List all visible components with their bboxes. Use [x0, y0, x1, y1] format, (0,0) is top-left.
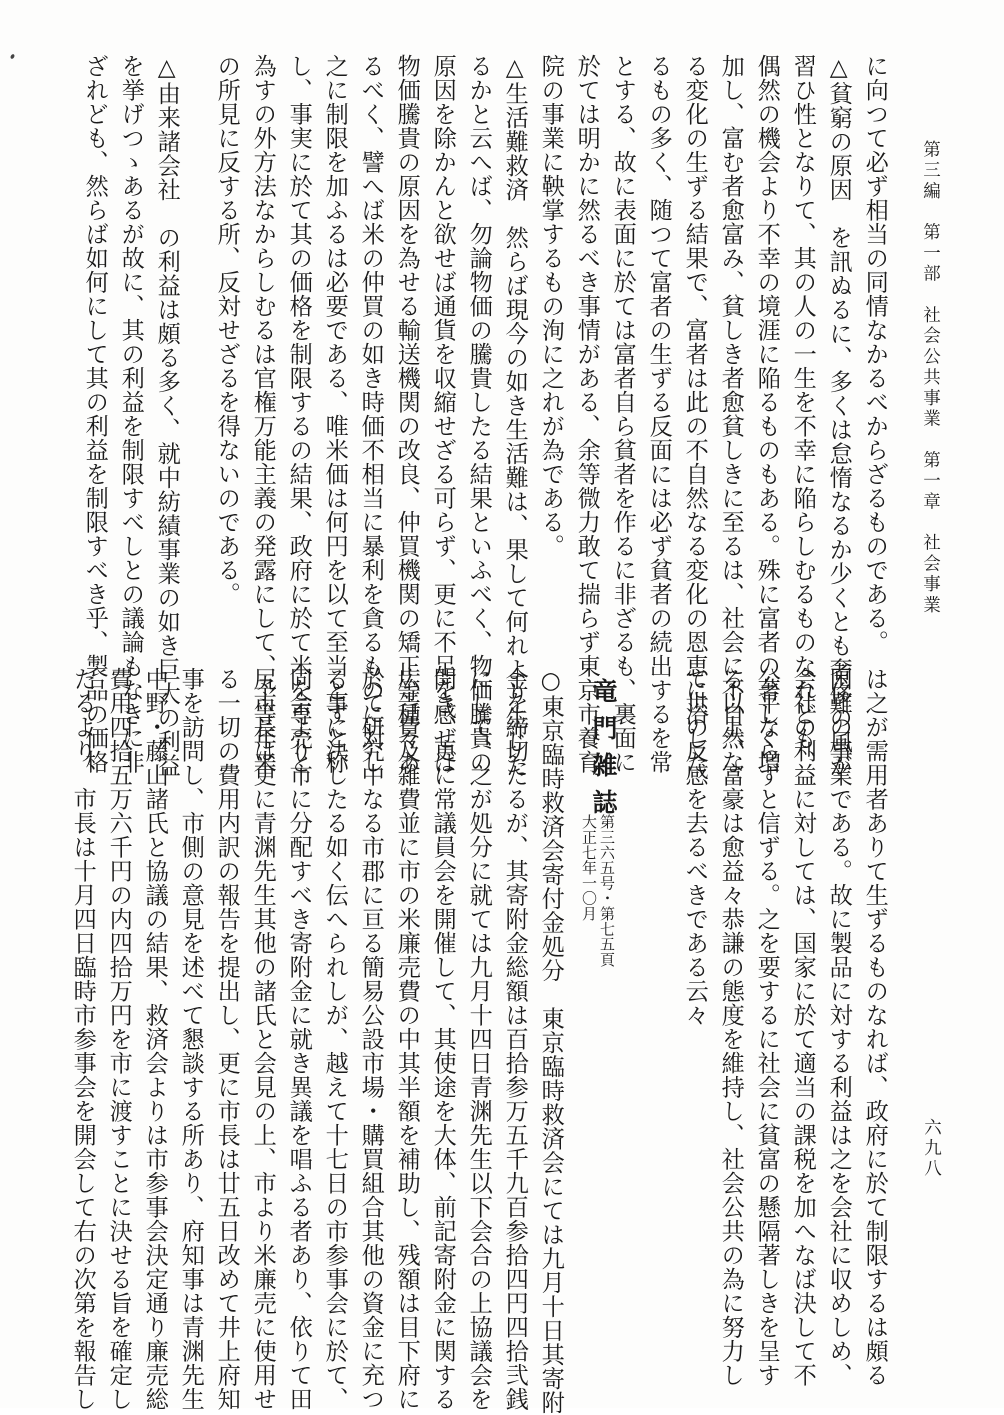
article-line: にして、之が処分に就ては九月十四日青渊先生以下会合の上協議会を	[465, 667, 493, 1411]
article-line: 金を締切たるが、其寄附金総額は百拾参万五千九百参拾四円四拾弐銭	[501, 667, 529, 1411]
article-line: る事に決したる如く伝へられしが、越えて十七日の市参事会に於て、	[321, 667, 349, 1411]
stray-ink-mark	[10, 53, 16, 59]
upper-line: るかと云へば、勿論物価の騰貴したる結果といふべく、物価騰貴の	[465, 54, 493, 774]
lower-cont-line: て世の反感を去るべきである云々	[681, 667, 709, 1027]
article-line: 中野・藤山諸氏と協議の結果、救済会よりは市参事会決定通り廉売総	[141, 667, 169, 1411]
upper-line: 為すの外方法なからしむるは官権万能主義の発露にして、予等年来	[249, 54, 277, 774]
article-line: 事を訪問し、市側の意見を述べて懇談する所あり、府知事は青渊先生	[177, 667, 205, 1411]
upper-line: し、事実に於て其の価格を制限するの結果、政府に於て米を専売と	[285, 54, 313, 774]
lower-cont-line: 公平ならずと信ずる。之を要するに社会に貧富の懸隔著しきを呈す	[753, 667, 781, 1387]
upper-line: △由来諸会社 の利益は頗る多く、就中紡績事業の如き巨大の利益	[153, 54, 181, 778]
upper-line: を挙げつゝあるが故に、其の利益を制限すべしとの議論もなきに非	[117, 54, 145, 774]
upper-line: △生活難救済 然らば現今の如き生活難は、果して何れより生じた	[501, 54, 529, 778]
article-line: 於て研究中なる市郡に亘る簡易公設市場・購買組合其他の資金に充つ	[357, 667, 385, 1411]
article-line: たるより、市長は十月四日臨時市参事会を開会して右の次第を報告し	[69, 667, 97, 1411]
upper-line: △貧窮の原因 を訊ぬるに、多くは怠惰なるか少くとも奢侈の風が	[825, 54, 853, 778]
article-line: る一切の費用内訳の報告を提出し、更に市長は廿五日改めて井上府知	[213, 667, 241, 1411]
upper-line: 物価騰貴の原因を為せる輸送機関の改良、仲買機関の矯正等種々あ	[393, 54, 421, 774]
article-line: 同会より市に分配すべき寄附金に就き異議を唱ふる者あり、依りて田	[285, 667, 313, 1411]
upper-line: 偶然の機会より不幸の境涯に陥るものもある。殊に富者の著しく増	[753, 54, 781, 774]
source-citation-date: 大正七年一〇月	[580, 814, 598, 922]
upper-line: るべく、譬へば米の仲買の如き時価不相当に暴利を貪るものに対し	[357, 54, 385, 774]
upper-line: とする、故に表面に於ては富者自ら貧者を作るに非ざるも、裏面に	[609, 54, 637, 774]
source-title: 竜門雑誌	[589, 678, 618, 826]
upper-line: るもの多く、随つて富者の生ずる反面には必ず貧者の続出するを常	[645, 54, 673, 774]
article-line: 尻市長は更に青渊先生其他の諸氏と会見の上、市より米廉売に使用せ	[249, 667, 277, 1411]
upper-line: の所見に反する所、反対せざるを得ないのである。	[213, 54, 241, 606]
article-line: 広告費及雑費並に市の米廉売費の中其半額を補助し、残額は目下府に	[393, 667, 421, 1411]
upper-line: 於ては明かに然るべき事情がある、余等微力敢て揣らず東京市養育	[573, 54, 601, 774]
article-line: 費用四拾五万六千円の内四拾万円を市に渡すことに決せる旨を確定し	[105, 667, 133, 1411]
article-line: 開き、更に常議員会を開催して、其使途を大体、前記寄附金に関する	[429, 667, 457, 1411]
upper-line: る変化の生ずる結果で、富者は此の不自然なる変化の恩恵に浴した	[681, 54, 709, 774]
page-number: 六九八	[921, 1118, 942, 1180]
upper-line: 院の事業に鞅掌するもの洵に之れが為である。	[537, 54, 565, 558]
upper-line: 之に制限を加ふるは必要である、唯米価は何円を以て至当とすと称	[321, 54, 349, 774]
article-line: ○東京臨時救済会寄付金処分 東京臨時救済会にては九月十日其寄附	[537, 667, 565, 1415]
lower-cont-line: は之が需用者ありて生ずるものなれば、政府に於て制限するは頗る	[861, 667, 889, 1387]
upper-line: 習ひ性となりて、其の人の一生を不幸に陥らしむるものなれども、	[789, 54, 817, 774]
lower-cont-line: 困難の事業である。故に製品に対する利益は之を会社に収めしめ、	[825, 667, 853, 1387]
upper-line: に向つて必ず相当の同情なかるべからざるものである。	[861, 54, 889, 654]
lower-cont-line: る以上、富豪は愈益々恭謙の態度を維持し、社会公共の為に努力し	[717, 667, 745, 1387]
lower-cont-line: 会社の利益に対しては、国家に於て適当の課税を加へなば決して不	[789, 667, 817, 1387]
upper-line: ざれども、然らば如何にして其の利益を制限すべき乎、製品の価格	[81, 54, 109, 774]
upper-line: 加し、富む者愈富み、貧しき者愈貧しきに至るは、社会に不自然な	[717, 54, 745, 774]
source-citation-issue: 第三六五号・第七五頁	[598, 814, 616, 967]
running-head: 第三編 第一部 社会公共事業 第一章 社会事業	[920, 140, 941, 617]
upper-line: 原因を除かんと欲せば通貨を収縮せざる可らず、更に不足を感ぜば	[429, 54, 457, 774]
